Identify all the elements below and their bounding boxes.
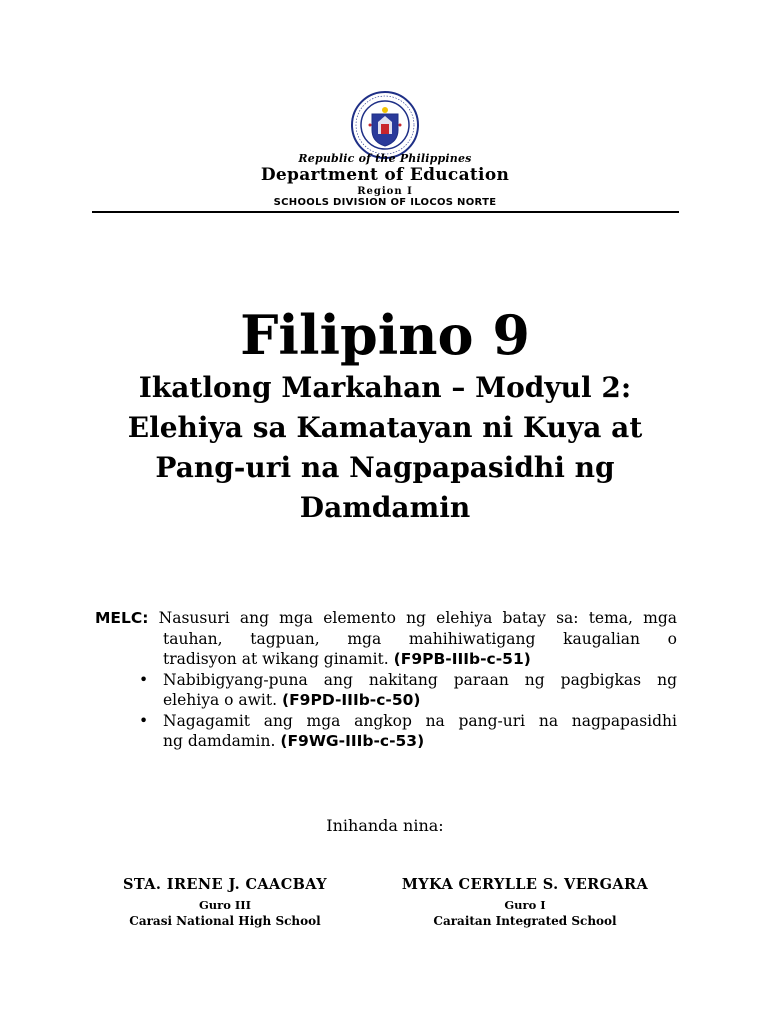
deped-seal-logo	[350, 90, 420, 160]
author-block	[375, 876, 675, 928]
subtitle-line: Elehiya sa Kamatayan ni Kuya at	[127, 411, 643, 444]
melc-item-1-line-2: tauhan, tagpuan, mga mahihiwatigang kaugalian o	[163, 629, 677, 648]
melc-item-3-line-1: • Nagagamit ang mga angkop na pang-uri na nagpapasidhi	[139, 711, 677, 730]
melc-code: (F9PB-IIIb-c-51)	[393, 650, 531, 668]
melc-item-1-line-1: MELC: Nasusuri ang mga elemento ng elehiya batay sa: tema, mga	[95, 609, 677, 627]
melc-code: (F9PD-IIIb-c-50)	[282, 691, 421, 709]
melc-item-3-line-2: ng damdamin. (F9WG-IIIb-c-53)	[163, 732, 425, 750]
module-title: Filipino 9	[240, 303, 530, 367]
author-name: STA. IRENE J. CAACBAY	[122, 876, 327, 893]
subtitle-line: Damdamin	[299, 491, 471, 524]
department-heading: Department of Education	[260, 165, 510, 185]
division-heading: SCHOOLS DIVISION OF ILOCOS NORTE	[273, 197, 497, 208]
melc-code: (F9WG-IIIb-c-53)	[280, 732, 425, 750]
author-position: Guro I	[504, 898, 546, 912]
author-name: MYKA CERYLLE S. VERGARA	[401, 876, 649, 893]
melc-item-2-line-2: elehiya o awit. (F9PD-IIIb-c-50)	[163, 691, 421, 709]
module-subtitle	[40, 368, 730, 528]
prepared-by-label: Inihanda nina:	[326, 816, 444, 835]
bullet-icon: •	[139, 711, 149, 730]
header-divider	[92, 211, 679, 213]
subtitle-line: Ikatlong Markahan – Modyul 2:	[138, 371, 632, 404]
region-heading: Region I	[357, 186, 413, 197]
melc-item-2-line-1: • Nabibigyang-puna ang nakitang paraan ng pagbigkas ng	[139, 670, 677, 689]
melc-section	[95, 608, 677, 752]
author-school: Carasi National High School	[129, 914, 321, 928]
melc-label: MELC:	[95, 609, 149, 627]
bullet-icon: •	[139, 670, 149, 689]
subtitle-line: Pang-uri na Nagpapasidhi ng	[155, 451, 615, 484]
republic-heading: Republic of the Philippines	[298, 152, 472, 165]
author-school: Caraitan Integrated School	[433, 914, 617, 928]
author-position: Guro III	[198, 898, 252, 912]
melc-item-1-line-3: tradisyon at wikang ginamit. (F9PB-IIIb-c-51)	[163, 650, 531, 668]
author-block	[80, 876, 370, 928]
